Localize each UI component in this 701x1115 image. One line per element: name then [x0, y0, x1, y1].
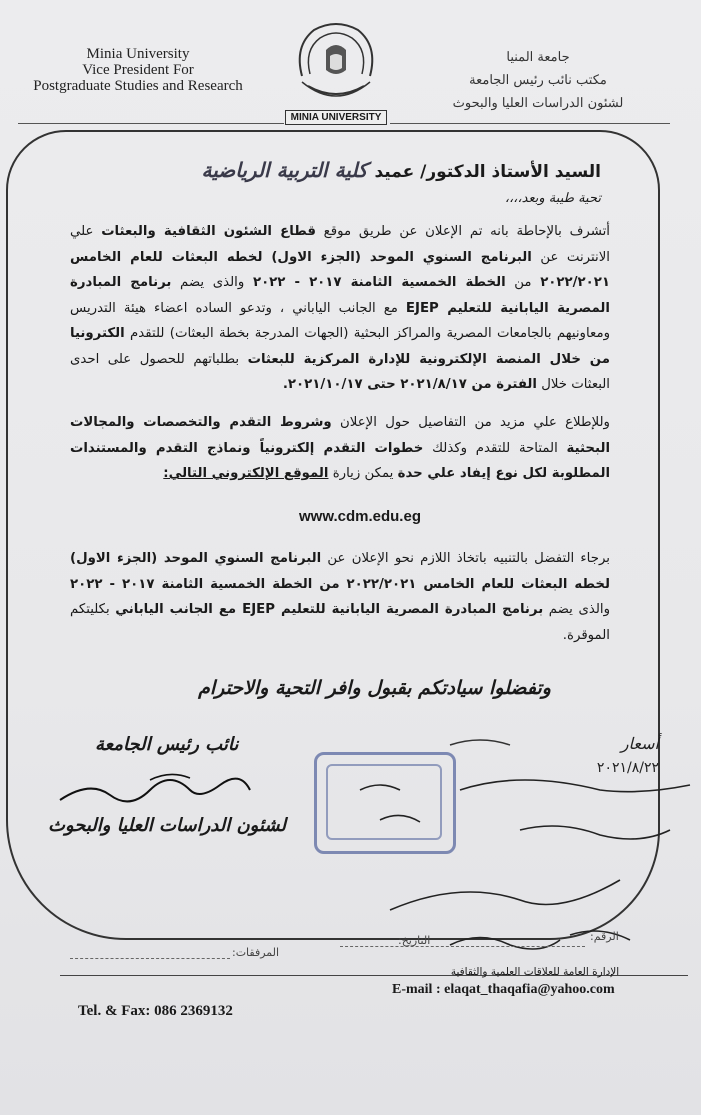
header-divider-right	[390, 123, 670, 124]
website-link[interactable]: www.cdm.edu.eg	[299, 508, 421, 525]
p2-text-d: خطوات التقدم إلكترونياً ونماذج التقدم والمستندات المطلوبة لكل نوع إيفاد علي حدة	[70, 440, 610, 481]
p1-text-i: مع الجانب الياباني ، وتدعو الساده اعضاء هيئة التدريس ومعاونيهم بالجامعات المصرية والمراكز البحثية (الجهات المدرجة بخطة البعثات) للتقدم	[70, 300, 610, 341]
p1-text-d: البرنامج السنوي الموحد (الجزء الاول) لخطه البعثات للعام الخامس ٢٠٢٢/٢٠٢١	[70, 249, 610, 290]
ar-header-line2: مكتب نائب رئيس الجامعة	[469, 73, 607, 88]
greeting: تحية طيبة وبعد،،،،	[504, 191, 601, 206]
p2-text-a: وللإطلاع علي مزيد من التفاصيل حول الإعلان	[331, 415, 610, 430]
p3-text-d: برنامج المبادرة المصرية اليابانية للتعليم EJEP مع الجانب الياباني	[115, 602, 544, 617]
p1-text-e: من	[505, 275, 541, 290]
ref-number-label: الرقم:	[590, 930, 619, 943]
p2-text-e: يمكن زيارة	[328, 466, 398, 481]
ar-header-line1: جامعة المنيا	[506, 50, 570, 65]
body-paragraph-2	[70, 410, 610, 487]
p1-text-j: الكترونيا من خلال المنصة الإلكترونية للإدارة المركزية للبعثات	[70, 326, 611, 367]
en-header-line1: Minia University	[86, 46, 190, 62]
attachments-dotted-line	[70, 958, 230, 959]
p1-text-b: قطاع الشئون الثقافية والبعثات	[101, 224, 316, 239]
handwritten-note-date: ٢٠٢١/٨/٢٢	[596, 760, 659, 776]
p3-text-b: البرنامج السنوي الموحد (الجزء الاول) لخطه البعثات للعام الخامس ٢٠٢٢/٢٠٢١ من الخطة الخمسية الثامنة ٢٠١٧ - ٢٠٢٢	[70, 551, 610, 592]
logo-caption: MINIA UNIVERSITY	[285, 110, 387, 125]
english-letterhead	[18, 46, 258, 94]
tel-fax: Tel. & Fax: 086 2369132	[78, 1003, 233, 1019]
email-address[interactable]: E-mail : elaqat_thaqafia@yahoo.com	[392, 982, 615, 997]
p3-text-a: برجاء التفضل بالتنبيه باتخاذ اللازم نحو الإعلان عن	[321, 551, 610, 566]
p3-text-e: بكليتكم الموقرة.	[70, 602, 610, 643]
attachments-label: المرفقات:	[232, 946, 280, 959]
p1-text-h: برنامج المبادرة المصرية اليابانية للتعليم EJEP	[70, 275, 610, 316]
p1-text-k: بطلباتهم للحصول على احدى البعثات خلال	[70, 351, 610, 392]
p1-text-a: أتشرف بالإحاطة بانه تم الإعلان عن طريق موقع	[315, 224, 610, 239]
blue-stamp-inner	[326, 764, 442, 840]
p2-text-f: الموقع الإلكتروني التالي:	[163, 466, 329, 481]
header-divider-left	[18, 123, 284, 124]
signature-title-2: لشئون الدراسات العليا والبحوث	[48, 815, 286, 836]
ref-number-dotted-line	[340, 946, 585, 947]
closing-line: وتفضلوا سيادتكم بقبول وافر التحية والاحترام	[198, 677, 551, 699]
handwritten-note-1: أسعار	[620, 734, 659, 753]
en-header-line2: Vice President For	[82, 62, 194, 78]
body-paragraph-1	[70, 219, 610, 398]
ar-header-line3: لشئون الدراسات العليا والبحوث	[452, 96, 624, 111]
date-label: التاريخ:	[398, 934, 431, 947]
body-paragraph-3	[70, 546, 610, 648]
p1-text-f: الخطة الخمسية الثامنة ٢٠١٧ - ٢٠٢٢	[252, 275, 506, 290]
arabic-letterhead	[413, 46, 663, 115]
en-header-line3: Postgraduate Studies and Research	[33, 78, 243, 94]
addressee-line	[202, 158, 601, 182]
p1-text-l: الفترة من ٢٠٢١/٨/١٧ حتى ٢٠٢١/١٠/١٧.	[282, 377, 537, 392]
p1-text-c: علي الانترنت عن	[70, 224, 610, 265]
p2-text-c: المتاحة للتقدم وكذلك	[423, 440, 567, 456]
addressee-printed: السيد الأستاذ الدكتور/ عميد	[374, 162, 601, 182]
p1-text-g: والذى يضم	[171, 275, 253, 290]
addressee-handwritten: كلية التربية الرياضية	[201, 158, 375, 182]
p3-text-c: والذى يضم	[543, 602, 611, 617]
signature-title-1: نائب رئيس الجامعة	[95, 734, 239, 755]
department-name: الإدارة العامة للعلاقات العلمية والثقافية	[450, 966, 620, 978]
p2-text-b: وشروط التقدم والتخصصات والمجالات البحثية	[70, 415, 610, 456]
